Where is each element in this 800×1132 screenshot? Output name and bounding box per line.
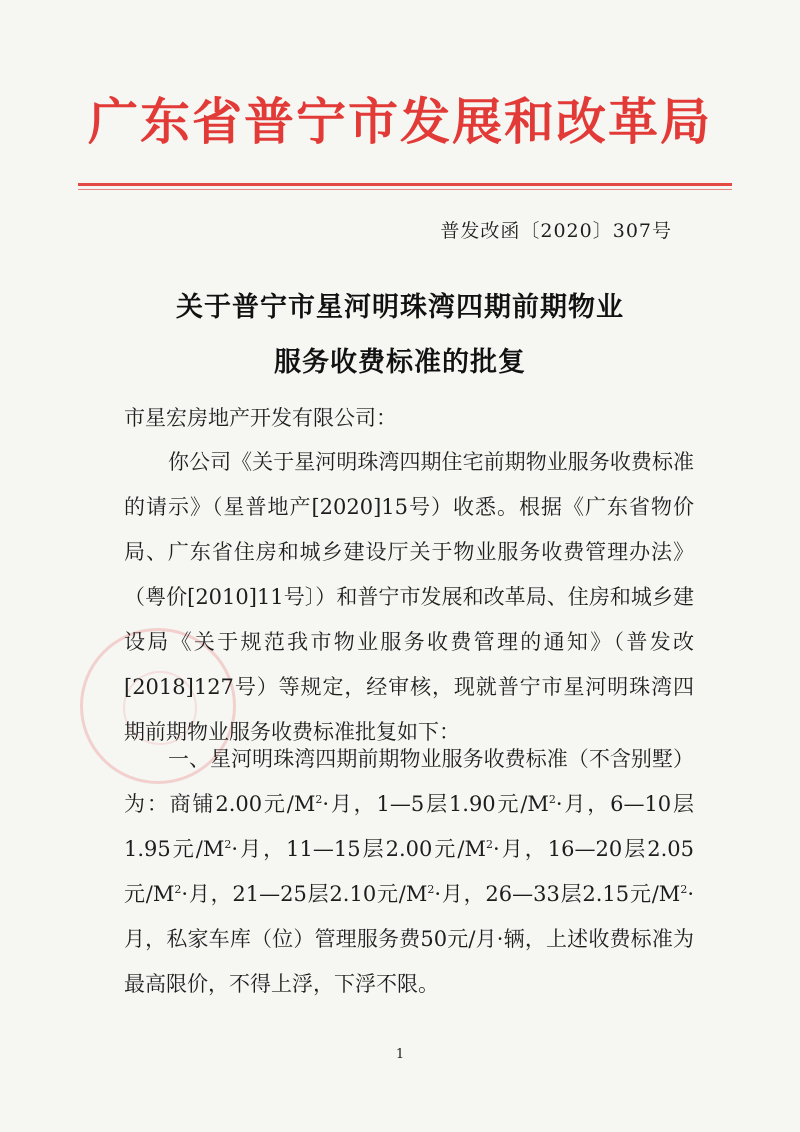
item1-text: ·月，21—25层2.10元/M — [181, 882, 428, 906]
square-superscript: 2 — [427, 883, 435, 896]
item1-text: ·月，16—20层2.05元/M — [124, 837, 694, 906]
fee-standard-item-1 — [124, 737, 694, 1007]
square-superscript: 2 — [174, 883, 182, 896]
document-number: 普发改函〔2020〕307号 — [440, 220, 672, 242]
item1-text: ·月，11—15层2.00元/M — [231, 837, 486, 861]
header-red-rule — [78, 183, 732, 186]
square-superscript: 2 — [486, 838, 493, 851]
item1-text: ·月，私家车库（位）管理服务费50元/月·辆，上述收费标准为最高限价，不得上浮，下浮不限。 — [124, 882, 694, 996]
item1-text: ·月，26—33层2.15元/M — [434, 882, 681, 906]
body-paragraph: 你公司《关于星河明珠湾四期住宅前期物业服务收费标准的请示》（星普地产[2020]15号）收悉。根据《广东省物价局、广东省住房和城乡建设厅关于物业服务收费管理办法》（粤价[2010]11号〕）和普宁市发展和改革局、住房和城乡建设局《关于规范我市物业服务收费管理的通知》（普发改[2018]127号）等规定，经审核，现就普宁市星河明珠湾四期前期物业服务收费标准批复如下： — [124, 450, 694, 744]
item1-text: ·月，1—5层1.90元/M — [322, 792, 549, 816]
salutation: 市星宏房地产开发有限公司： — [124, 406, 397, 430]
item1-text: 一、星河明珠湾四期前期物业服务收费标准（不含别墅）为：商铺2.00元/M — [124, 747, 694, 816]
page-number: 1 — [395, 1047, 405, 1062]
header-red-rule-thin — [78, 189, 732, 190]
document-title-line1: 关于普宁市星河明珠湾四期前期物业 — [176, 292, 624, 323]
issuer-header: 广东省普宁市发展和改革局 — [88, 92, 712, 151]
square-superscript: 2 — [680, 883, 688, 896]
square-superscript: 2 — [224, 838, 232, 851]
item1-text: ·月，6—10层1.95元/M — [124, 792, 694, 861]
square-superscript: 2 — [315, 793, 323, 806]
square-superscript: 2 — [548, 793, 556, 806]
document-title-line2: 服务收费标准的批复 — [274, 347, 526, 378]
